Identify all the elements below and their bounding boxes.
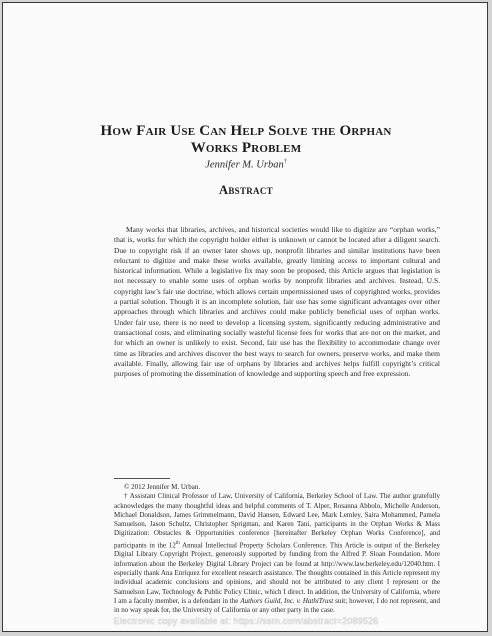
case-name: Authors Guild, Inc. v. HathiTrust — [240, 596, 334, 605]
author-note-part-1: † Assistant Clinical Professor of Law, University of California, Berkeley School of Law. The author gratefully acknowledges the many thoughtful ideas and helpful comments of T. Alper, Rosanna Abbolo, Michelle Anderson, Michael Donaldson, James Grimmelmann, David Hansen, Edward Lee, Mark Lemley, Saira Mohammed, Pamela Samuelson, Jason Schultz, Christopher Sprigman, and Karen Tani, participants in the Orphan Works & Mass Digitization: Obstacles & Opportunities conference [hereinafter Berkeley Orphan Works Conference], and participants in the 12 — [114, 492, 440, 550]
author-note — [114, 492, 440, 615]
footnotes — [114, 483, 440, 615]
electronic-copy-watermark: Electronic copy available at: https://ssrn.com/abstract=2089526 — [113, 616, 379, 626]
author-note-part-2: Annual Intellectual Property Scholars Conference. This Article is output of the Berkeley Digital Library Copyright Project, generously supported by funding from the Alfred P. Sloan Foundation. More information about the Berkeley Digital Library Project can be found at http://www.law.berkeley.edu/12040.htm. I especially thank Ana Enriquez for excellent research assistance. The thoughts contained in this Article represent my individual academic conclusions and opinions, and should not be attributed to any client I represent or the Samuelson Law, Technology & Public Policy Clinic, which I direct. In addition, the University of California, where I am a faculty member, is a defendant in the — [114, 541, 440, 605]
author-note-part-3: suit; however, I do not represent, and in no way speak for, the University of California or any other party in the case. — [114, 596, 440, 615]
copyright-note: © 2012 Jennifer M. Urban. — [124, 483, 201, 491]
title-line-2: Works Problem — [190, 140, 302, 156]
title-line-1: How Fair Use Can Help Solve the Orphan — [100, 123, 392, 139]
author-footnote-mark: † — [283, 159, 287, 165]
author-byline — [43, 159, 449, 171]
document-page — [2, 2, 488, 632]
abstract-text: Many works that libraries, archives, and historical societies would like to digitize are “orphan works,” that is, works for which the copyright holder either is unknown or cannot be located after a diligent search. Due to copyright risk if an owner later shows up, nonprofit libraries and similar institutions have been reluctant to digitize and make these works available, greatly limiting access to important cultural and historical information. While a legislative fix may soon be proposed, this Article argues that legislation is not necessary to enable some uses of orphan works by nonprofit libraries and archives. Instead, U.S. copyright law’s fair use doctrine, which allows certain unpermissioned uses of copyrighted works, provides a partial solution. Though it is an incomplete solution, fair use has some significant advantages over other approaches through which libraries and archives could make publicly beneficial uses of orphan works. Under fair use, there is no need to develop a licensing system, significantly reducing administrative and transactional costs, and eliminating socially wasteful license fees for works that are not on the market, and for which an owner is unlikely to exist. Second, fair use has the flexibility to accommodate change over time as libraries and archives discover the best ways to search for owners, preserve works, and make them available. Finally, allowing fair use of orphans by libraries and archives helps fulfill copyright’s critical purposes of promoting the dissemination of knowledge and supporting speech and free expression. — [114, 225, 440, 379]
footnote-divider — [114, 478, 170, 479]
abstract-heading: Abstract — [219, 183, 273, 197]
article-title — [43, 123, 449, 157]
ordinal-suffix: th — [175, 540, 180, 546]
author-name: Jennifer M. Urban — [205, 159, 284, 171]
